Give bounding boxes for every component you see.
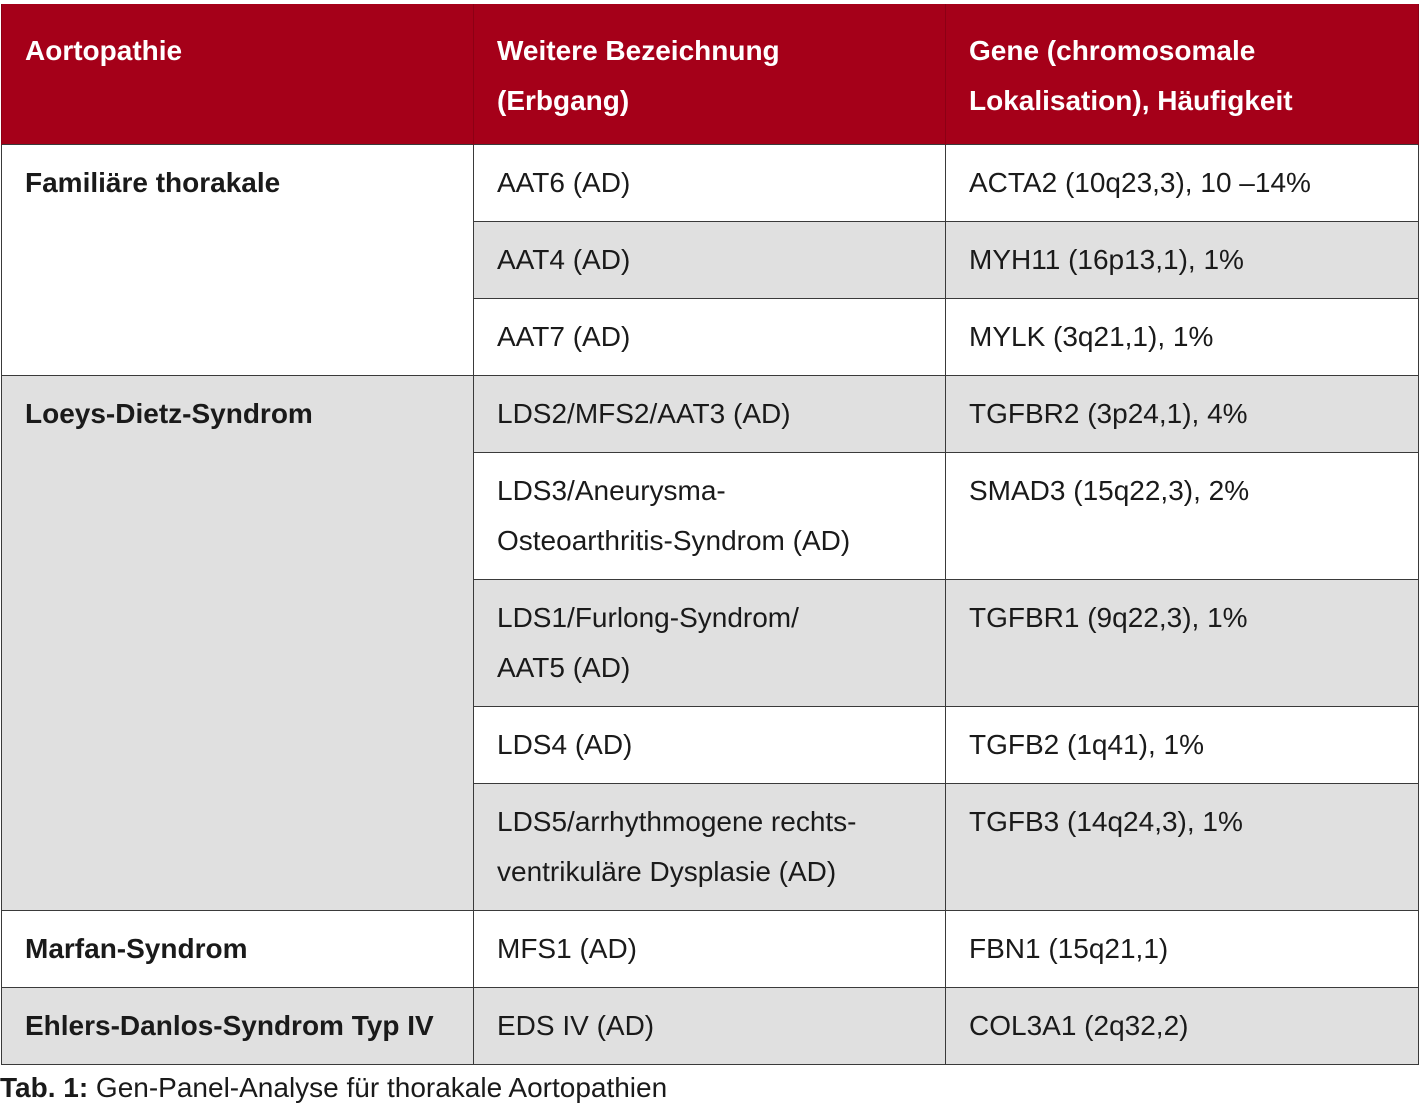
gene-cell: TGFB2 (1q41), 1% xyxy=(946,707,1419,784)
bezeichnung-cell xyxy=(474,299,946,376)
header-line: Gene (chromosomale xyxy=(969,35,1256,66)
bezeichnung-line: LDS3/Aneurysma- xyxy=(497,475,726,506)
bezeichnung-cell xyxy=(474,580,946,707)
aortopathie-name: Ehlers-Danlos-Syndrom Typ IV xyxy=(2,988,474,1065)
bezeichnung-line: LDS2/MFS2/AAT3 (AD) xyxy=(497,398,791,429)
header-line: Weitere Bezeichnung xyxy=(497,35,780,66)
bezeichnung-cell xyxy=(474,376,946,453)
gene-cell: TGFBR2 (3p24,1), 4% xyxy=(946,376,1419,453)
bezeichnung-cell xyxy=(474,145,946,222)
gene-cell: MYLK (3q21,1), 1% xyxy=(946,299,1419,376)
bezeichnung-line: AAT4 (AD) xyxy=(497,244,631,275)
bezeichnung-cell xyxy=(474,784,946,911)
gene-cell: MYH11 (16p13,1), 1% xyxy=(946,222,1419,299)
bezeichnung-cell xyxy=(474,707,946,784)
gene-cell: TGFBR1 (9q22,3), 1% xyxy=(946,580,1419,707)
gene-cell: COL3A1 (2q32,2) xyxy=(946,988,1419,1065)
aortopathie-name: Familiäre thorakale xyxy=(2,145,474,376)
header-aortopathie xyxy=(2,4,474,145)
caption-label: Tab. 1: xyxy=(0,1072,89,1103)
table-header-row xyxy=(2,4,1419,145)
gene-cell: TGFB3 (14q24,3), 1% xyxy=(946,784,1419,911)
table-caption xyxy=(0,1066,667,1110)
bezeichnung-line: LDS5/arrhythmogene rechts- xyxy=(497,806,857,837)
header-weitere-bezeichnung xyxy=(474,4,946,145)
header-line: (Erbgang) xyxy=(497,85,630,116)
aortopathie-name: Loeys-Dietz-Syndrom xyxy=(2,376,474,911)
table-row xyxy=(2,911,1419,988)
bezeichnung-line: LDS4 (AD) xyxy=(497,729,633,760)
bezeichnung-cell xyxy=(474,453,946,580)
caption-text: Gen-Panel-Analyse für thorakale Aortopathien xyxy=(88,1072,668,1103)
table-row xyxy=(2,988,1419,1065)
gene-cell: FBN1 (15q21,1) xyxy=(946,911,1419,988)
header-line: Aortopathie xyxy=(25,35,183,66)
bezeichnung-cell xyxy=(474,911,946,988)
table-row xyxy=(2,376,1419,453)
header-gene xyxy=(946,4,1419,145)
bezeichnung-line: EDS IV (AD) xyxy=(497,1010,655,1041)
bezeichnung-line: MFS1 (AD) xyxy=(497,933,637,964)
bezeichnung-line: LDS1/Furlong-Syndrom/ xyxy=(497,602,799,633)
bezeichnung-line: AAT6 (AD) xyxy=(497,167,631,198)
table-row xyxy=(2,145,1419,222)
gene-cell: ACTA2 (10q23,3), 10 –14% xyxy=(946,145,1419,222)
bezeichnung-line: AAT7 (AD) xyxy=(497,321,631,352)
gene-panel-table xyxy=(1,4,1419,1065)
bezeichnung-line: AAT5 (AD) xyxy=(497,652,631,683)
aortopathie-name: Marfan-Syndrom xyxy=(2,911,474,988)
bezeichnung-cell xyxy=(474,222,946,299)
header-line: Lokalisation), Häufigkeit xyxy=(969,85,1293,116)
bezeichnung-line: Osteoarthritis-Syndrom (AD) xyxy=(497,525,851,556)
gene-cell: SMAD3 (15q22,3), 2% xyxy=(946,453,1419,580)
bezeichnung-cell xyxy=(474,988,946,1065)
bezeichnung-line: ventrikuläre Dysplasie (AD) xyxy=(497,856,837,887)
